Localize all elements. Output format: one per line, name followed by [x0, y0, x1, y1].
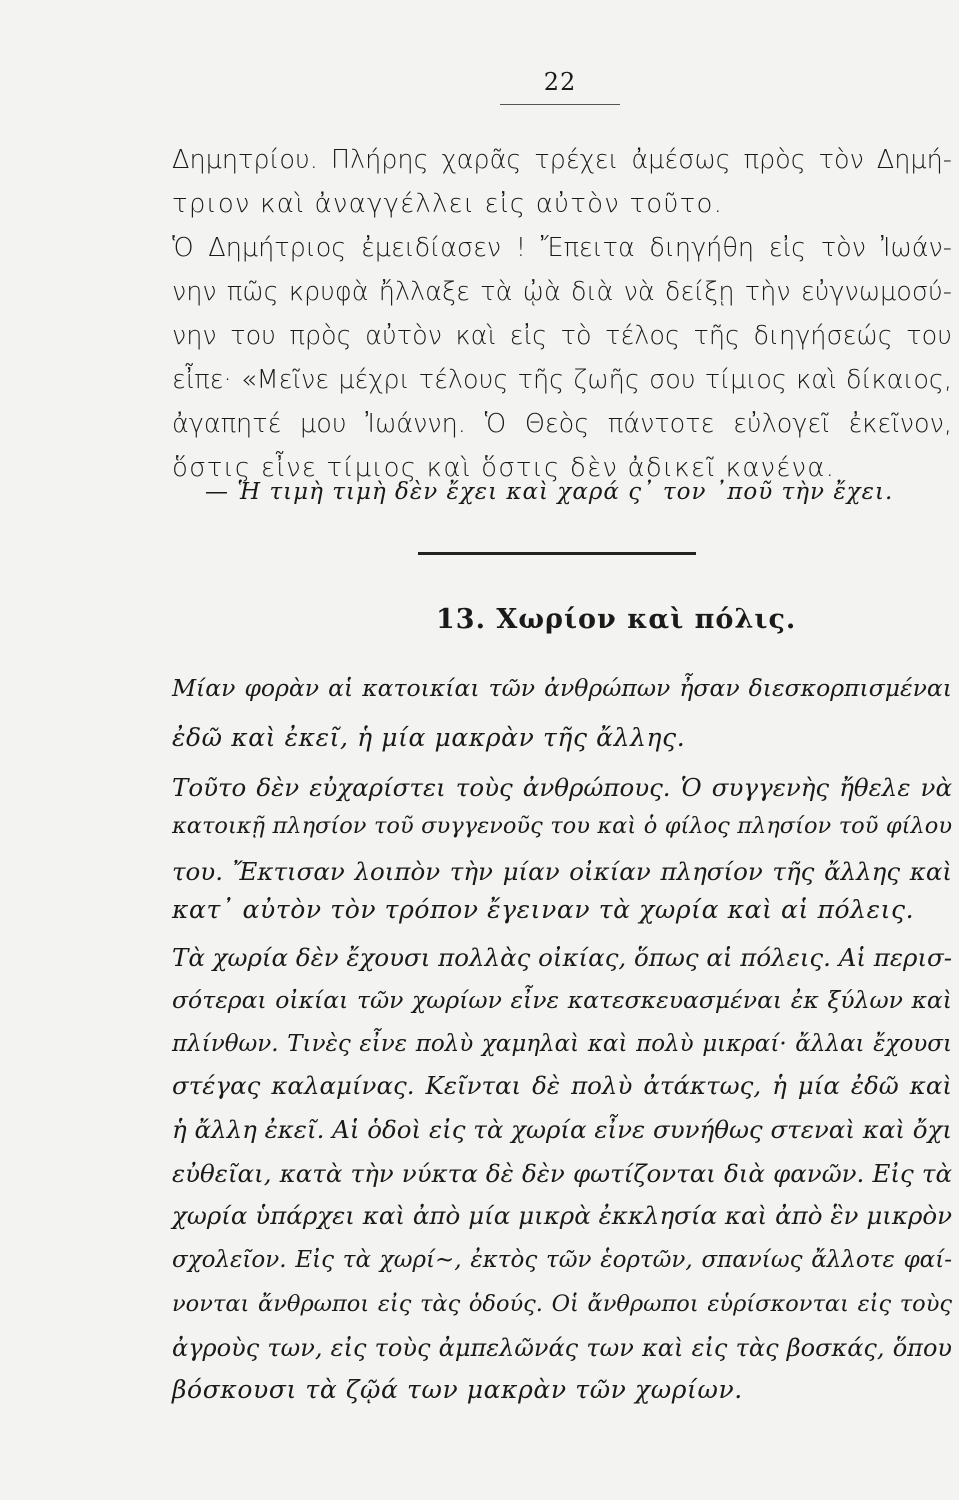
page-number: 22	[543, 68, 577, 96]
section-line: σότεραι οἰκίαι τῶν χωρίων εἶνε κατεσκευασμέναι ἐκ ξύλων καὶ	[172, 986, 952, 1014]
story-line: τριον καὶ ἀναγγέλλει εἰς αὐτὸν τοῦτο.	[172, 189, 724, 219]
section-line: ἐδῶ καὶ ἐκεῖ, ἡ μία μακρὰν τῆς ἄλλης.	[172, 723, 686, 752]
section-line: εὐθεῖαι, κατὰ τὴν νύκτα δὲ δὲν φωτίζονται διὰ φανῶν. Εἰς τὰ	[172, 1159, 952, 1188]
section-divider	[418, 552, 696, 555]
section-line: κατ᾿ αὐτὸν τὸν τρόπον ἔγειναν τὰ χωρία καὶ αἱ πόλεις.	[172, 895, 915, 924]
section-line: Τὰ χωρία δὲν ἔχουσι πολλὰς οἰκίας, ὅπως αἱ πόλεις. Αἱ περισ-	[172, 943, 953, 972]
section-line: πλίνθων. Τινὲς εἶνε πολὺ χαμηλαὶ καὶ πολὺ μικραί· ἄλλαι ἔχουσι	[172, 1031, 952, 1057]
section-line: στέγας καλαμίνας. Κεῖνται δὲ πολὺ ἀτάκτως, ἡ μία ἐδῶ καὶ	[172, 1071, 952, 1100]
story-line: εἶπε· «Μεῖνε μέχρι τέλους τῆς ζωῆς σου τίμιος καὶ δίκαιος,	[172, 365, 952, 395]
section-line: ἡ ἄλλη ἐκεῖ. Αἱ ὁδοὶ εἰς τὰ χωρία εἶνε συνήθως στεναὶ καὶ ὄχι	[172, 1115, 952, 1144]
story-line: ἀγαπητέ μου Ἰωάννη. Ὁ Θεὸς πάντοτε εὐλογεῖ ἐκεῖνον,	[172, 409, 952, 439]
section-title: 13. Χωρίον καὶ πόλις.	[436, 604, 797, 635]
section-line: Μίαν φορὰν αἱ κατοικίαι τῶν ἀνθρώπων ἦσαν διεσκορπισμέναι	[172, 674, 952, 702]
section-line: νονται ἄνθρωποι εἰς τὰς ὁδούς. Οἱ ἄνθρωποι εὑρίσκονται εἰς τοὺς	[172, 1291, 952, 1317]
section-line: κατοικῇ πλησίον τοῦ συγγενοῦς του καὶ ὁ φίλος πλησίον τοῦ φίλου	[172, 813, 952, 839]
section-line: χωρία ὑπάρχει καὶ ἀπὸ μία μικρὰ ἐκκλησία καὶ ἀπὸ ἓν μικρὸν	[172, 1201, 952, 1230]
story-line: νην του πρὸς αὐτὸν καὶ εἰς τὸ τέλος τῆς διηγήσεώς του	[172, 321, 952, 351]
story-line: Ὁ Δημήτριος ἐμειδίασεν ! Ἔπειτα διηγήθη εἰς τὸν Ἰωάν-	[172, 233, 952, 263]
story-line: Δημητρίου. Πλήρης χαρᾶς τρέχει ἀμέσως πρὸς τὸν Δημή-	[172, 145, 952, 175]
proverb: — Ἡ τιμὴ τιμὴ δὲν ἔχει καὶ χαρά ς᾿ τον ᾿ποῦ τὴν ἔχει.	[205, 479, 894, 505]
section-line: του. Ἔκτισαν λοιπὸν τὴν μίαν οἰκίαν πλησίον τῆς ἄλλης καὶ	[172, 857, 952, 886]
section-line: Τοῦτο δὲν εὐχαρίστει τοὺς ἀνθρώπους. Ὁ συγγενὴς ἤθελε νὰ	[172, 773, 952, 802]
page-number-rule	[500, 104, 620, 105]
section-line: ἀγροὺς των, εἰς τοὺς ἀμπελῶνάς των καὶ εἰς τὰς βοσκάς, ὅπου	[172, 1334, 952, 1362]
section-line: βόσκουσι τὰ ζῷά των μακρὰν τῶν χωρίων.	[172, 1375, 743, 1404]
section-line: σχολεῖον. Εἰς τὰ χωρί~, ἐκτὸς τῶν ἑορτῶν, σπανίως ἄλλοτε φαί-	[172, 1247, 952, 1273]
story-line: νην πῶς κρυφὰ ἤλλαξε τὰ ᾠὰ διὰ νὰ δείξῃ τὴν εὐγνωμοσύ-	[172, 277, 952, 307]
story-line: ὅστις εἶνε τίμιος καὶ ὅστις δὲν ἀδικεῖ κανένα.	[172, 453, 836, 483]
